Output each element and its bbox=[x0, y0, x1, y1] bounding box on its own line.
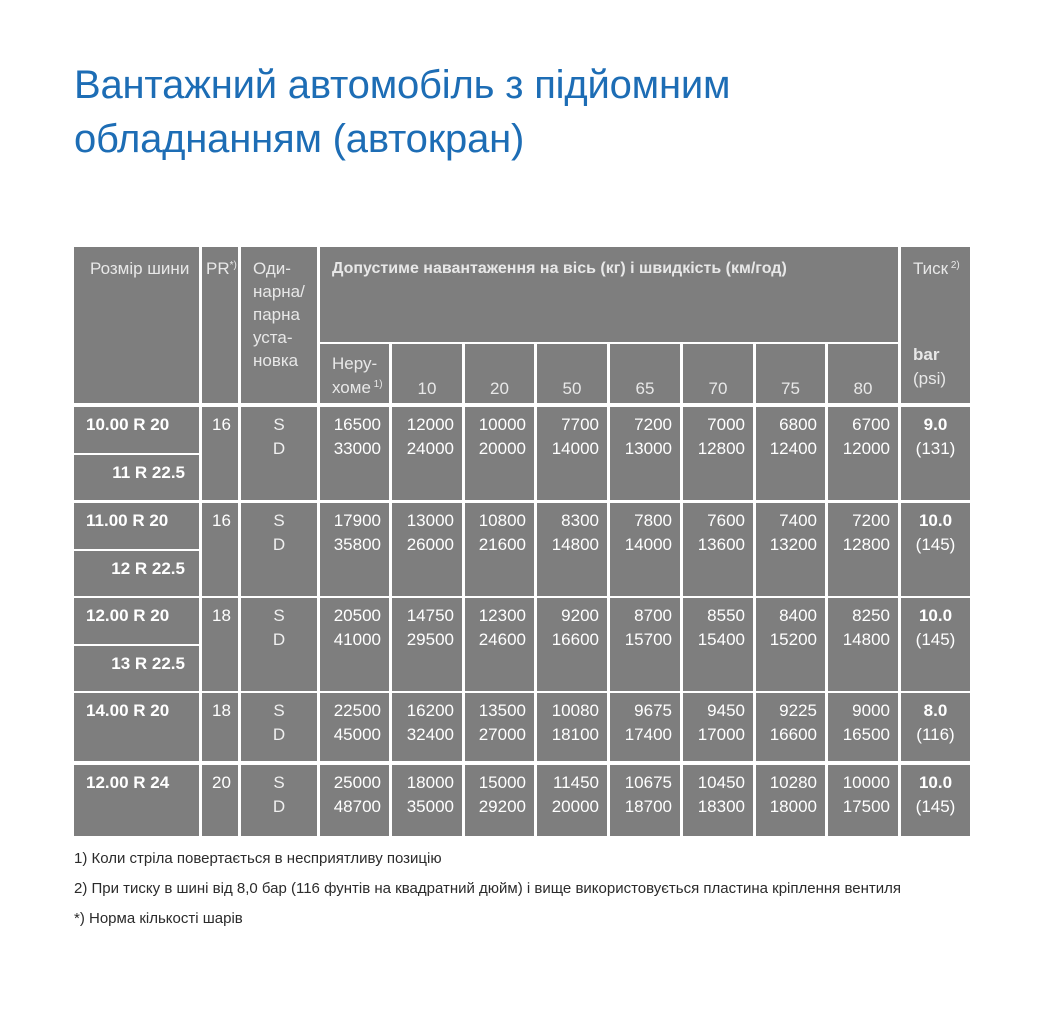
header-pressure bbox=[901, 247, 970, 403]
tire-size-alt-label: 12 R 22.5 bbox=[111, 559, 185, 578]
mount-type-line: D bbox=[272, 439, 286, 458]
row-1-load-1 bbox=[392, 503, 462, 596]
header-tire-size bbox=[74, 247, 199, 403]
load-dual: 16500 bbox=[842, 725, 890, 744]
row-0-load-2 bbox=[465, 407, 534, 500]
load-single: 15000 bbox=[478, 773, 526, 792]
header-stationary bbox=[320, 344, 389, 403]
row-2-load-5 bbox=[683, 598, 753, 691]
footnote-2: 2) При тиску в шині від 8,0 бар (116 фунтів на квадратний дюйм) і вище використовується пластина кріплення вентиля bbox=[74, 880, 902, 897]
load-dual: 15700 bbox=[624, 630, 672, 649]
load-single: 13000 bbox=[406, 511, 454, 530]
row-1-tire-size bbox=[74, 503, 199, 549]
row-0-load-1 bbox=[392, 407, 462, 500]
pressure-bar: 8.0 bbox=[923, 701, 948, 720]
load-single: 9000 bbox=[852, 701, 890, 720]
load-single: 10000 bbox=[478, 415, 526, 434]
load-dual: 29200 bbox=[478, 797, 526, 816]
pressure-psi: (145) bbox=[915, 630, 956, 649]
row-3-mount bbox=[241, 693, 317, 761]
row-1-mount bbox=[241, 503, 317, 596]
load-dual: 14800 bbox=[842, 630, 890, 649]
row-0-tire-size bbox=[74, 407, 199, 453]
header-speed-10 bbox=[392, 344, 462, 403]
row-1-load-4 bbox=[610, 503, 680, 596]
load-dual: 18000 bbox=[769, 797, 817, 816]
load-single: 17900 bbox=[333, 511, 381, 530]
load-dual: 14800 bbox=[551, 535, 599, 554]
tire-size-label: 14.00 R 20 bbox=[86, 701, 170, 720]
load-single: 7600 bbox=[707, 511, 745, 530]
header-stationary-footnote-ref: 1) bbox=[370, 379, 383, 390]
row-4-load-0 bbox=[320, 765, 389, 836]
pressure-psi: (145) bbox=[915, 535, 956, 554]
row-0-load-4 bbox=[610, 407, 680, 500]
header-speed-70 bbox=[683, 344, 753, 403]
row-0-load-3 bbox=[537, 407, 607, 500]
row-1-load-7 bbox=[828, 503, 898, 596]
header-speed-20 bbox=[465, 344, 534, 403]
header-speed-50 bbox=[537, 344, 607, 403]
row-4-load-6 bbox=[756, 765, 825, 836]
row-4-load-2 bbox=[465, 765, 534, 836]
title-line-2: обладнанням (автокран) bbox=[74, 117, 525, 161]
tire-size-alt-label: 13 R 22.5 bbox=[111, 654, 185, 673]
load-single: 10000 bbox=[842, 773, 890, 792]
mount-type-line: D bbox=[272, 535, 286, 554]
load-dual: 16600 bbox=[551, 630, 599, 649]
pressure-psi: (116) bbox=[916, 725, 955, 744]
ply-rating: 16 bbox=[212, 511, 231, 530]
row-4-pr bbox=[202, 765, 238, 836]
load-dual: 45000 bbox=[333, 725, 381, 744]
pressure-psi: (131) bbox=[915, 439, 956, 458]
row-0-load-5 bbox=[683, 407, 753, 500]
tire-size-label: 12.00 R 24 bbox=[86, 773, 170, 792]
row-3-load-7 bbox=[828, 693, 898, 761]
load-dual: 17400 bbox=[624, 725, 672, 744]
load-dual: 13600 bbox=[697, 535, 745, 554]
row-0-mount bbox=[241, 407, 317, 500]
row-1-load-6 bbox=[756, 503, 825, 596]
row-2-load-4 bbox=[610, 598, 680, 691]
row-0-load-7 bbox=[828, 407, 898, 500]
load-dual: 26000 bbox=[406, 535, 454, 554]
load-dual: 24600 bbox=[478, 630, 526, 649]
header-speed-65 bbox=[610, 344, 680, 403]
ply-rating: 18 bbox=[212, 701, 231, 720]
row-2-pr bbox=[202, 598, 238, 691]
mount-type-line: D bbox=[272, 630, 286, 649]
load-single: 20500 bbox=[333, 606, 381, 625]
row-4-mount bbox=[241, 765, 317, 836]
load-single: 10800 bbox=[478, 511, 526, 530]
row-4-load-4 bbox=[610, 765, 680, 836]
load-single: 12300 bbox=[478, 606, 526, 625]
row-0-load-6 bbox=[756, 407, 825, 500]
header-bar-unit: bar bbox=[913, 345, 940, 364]
header-pr-label: PR bbox=[206, 259, 230, 278]
footnotes bbox=[74, 848, 974, 938]
load-dual: 15400 bbox=[697, 630, 745, 649]
load-single: 9450 bbox=[707, 701, 745, 720]
load-single: 13500 bbox=[478, 701, 526, 720]
load-single: 10450 bbox=[697, 773, 745, 792]
row-2-load-7 bbox=[828, 598, 898, 691]
load-dual: 32400 bbox=[406, 725, 454, 744]
tire-size-label: 10.00 R 20 bbox=[86, 415, 170, 434]
mount-type-line: S bbox=[273, 511, 285, 530]
header-stationary-line: хоме $^{1)}$ bbox=[332, 378, 383, 397]
mount-type-line: S bbox=[273, 701, 285, 720]
header-speed-label: 20 bbox=[490, 379, 509, 398]
header-mount-line: нарна/ bbox=[253, 282, 305, 301]
row-3-load-1 bbox=[392, 693, 462, 761]
ply-rating: 16 bbox=[212, 415, 231, 434]
load-single: 25000 bbox=[333, 773, 381, 792]
ply-rating: 18 bbox=[212, 606, 231, 625]
header-pressure-title: Тиск $^{2)}$ bbox=[913, 259, 960, 278]
mount-type-line: D bbox=[272, 797, 286, 816]
footnote-3: *) Норма кількості шарів bbox=[74, 910, 243, 927]
page-title bbox=[74, 58, 974, 166]
load-single: 8400 bbox=[779, 606, 817, 625]
header-pressure-footnote-ref: 2) bbox=[948, 260, 960, 271]
tire-size-alt-label: 11 R 22.5 bbox=[112, 463, 185, 482]
header-speed-label: 80 bbox=[853, 379, 873, 398]
row-0-pr bbox=[202, 407, 238, 500]
load-dual: 20000 bbox=[478, 439, 526, 458]
load-single: 9200 bbox=[561, 606, 599, 625]
header-stationary-line: Неру- bbox=[332, 354, 378, 373]
load-dual: 27000 bbox=[478, 725, 526, 744]
header-psi-unit: (psi) bbox=[913, 369, 947, 388]
row-4-load-3 bbox=[537, 765, 607, 836]
row-3-pr bbox=[202, 693, 238, 761]
load-single: 6700 bbox=[852, 415, 890, 434]
row-1-load-2 bbox=[465, 503, 534, 596]
load-single: 7200 bbox=[634, 415, 672, 434]
load-single: 7200 bbox=[852, 511, 890, 530]
load-dual: 21600 bbox=[478, 535, 526, 554]
header-speed-label: 65 bbox=[635, 379, 655, 398]
load-dual: 12400 bbox=[769, 439, 817, 458]
row-1-load-3 bbox=[537, 503, 607, 596]
tire-size-label: 11.00 R 20 bbox=[86, 511, 169, 530]
row-3-load-2 bbox=[465, 693, 534, 761]
load-dual: 13000 bbox=[624, 439, 672, 458]
ply-rating: 20 bbox=[212, 773, 231, 792]
header-speed-75 bbox=[756, 344, 825, 403]
mount-type-line: S bbox=[273, 606, 285, 625]
header-mount-line: уста- bbox=[253, 328, 293, 347]
row-4-load-7 bbox=[828, 765, 898, 836]
row-3-pressure bbox=[901, 693, 970, 761]
row-2-pressure bbox=[901, 598, 970, 691]
row-1-pressure bbox=[901, 503, 970, 596]
row-2-load-6 bbox=[756, 598, 825, 691]
row-4-tire-size bbox=[74, 765, 199, 836]
load-single: 14750 bbox=[406, 606, 454, 625]
load-dual: 35000 bbox=[406, 797, 454, 816]
header-speed-label: 10 bbox=[417, 379, 437, 398]
pressure-bar: 10.0 bbox=[918, 773, 953, 792]
header-tire-size-label: Розмір шини bbox=[90, 259, 190, 278]
load-single: 9675 bbox=[634, 701, 672, 720]
pressure-bar: 10.0 bbox=[918, 606, 953, 625]
row-1-load-5 bbox=[683, 503, 753, 596]
row-2-load-0 bbox=[320, 598, 389, 691]
pressure-bar: 10.0 bbox=[918, 511, 953, 530]
mount-type-line: S bbox=[273, 415, 285, 434]
row-2-load-2 bbox=[465, 598, 534, 691]
load-dual: 17000 bbox=[697, 725, 745, 744]
header-load-caption-label: Допустиме навантаження на вісь (кг) і швидкість (км/год) bbox=[332, 260, 787, 277]
pressure-bar: 9.0 bbox=[923, 415, 948, 434]
load-single: 6800 bbox=[779, 415, 817, 434]
header-load-caption bbox=[320, 247, 898, 342]
load-single: 16500 bbox=[333, 415, 381, 434]
row-2-tire-size-alt bbox=[74, 646, 199, 691]
mount-type-line: S bbox=[273, 773, 285, 792]
load-single: 11450 bbox=[552, 773, 599, 792]
header-mount-line: новка bbox=[253, 351, 299, 370]
load-dual: 20000 bbox=[551, 797, 599, 816]
row-4-load-5 bbox=[683, 765, 753, 836]
row-2-tire-size bbox=[74, 598, 199, 644]
load-dual: 13200 bbox=[769, 535, 817, 554]
header-pr-footnote-ref: *) bbox=[229, 260, 237, 271]
row-3-load-0 bbox=[320, 693, 389, 761]
load-single: 7700 bbox=[561, 415, 599, 434]
load-dual: 12800 bbox=[842, 535, 890, 554]
load-single: 8550 bbox=[707, 606, 745, 625]
row-1-tire-size-alt bbox=[74, 551, 199, 596]
title-line-1: Вантажний автомобіль з підйомним bbox=[74, 63, 731, 107]
header-speed-80 bbox=[828, 344, 898, 403]
load-dual: 12800 bbox=[697, 439, 745, 458]
load-dual: 33000 bbox=[333, 439, 381, 458]
row-4-load-1 bbox=[392, 765, 462, 836]
load-dual: 14000 bbox=[624, 535, 672, 554]
load-single: 22500 bbox=[333, 701, 381, 720]
load-dual: 18300 bbox=[697, 797, 745, 816]
load-dual: 18700 bbox=[624, 797, 672, 816]
row-1-pr bbox=[202, 503, 238, 596]
load-dual: 16600 bbox=[769, 725, 817, 744]
pressure-psi: (145) bbox=[915, 797, 956, 816]
row-2-load-1 bbox=[392, 598, 462, 691]
load-single: 12000 bbox=[406, 415, 454, 434]
header-mount-line: парна bbox=[253, 305, 300, 324]
load-dual: 15200 bbox=[769, 630, 817, 649]
load-dual: 48700 bbox=[333, 797, 381, 816]
load-single: 8250 bbox=[852, 606, 890, 625]
load-single: 7400 bbox=[779, 511, 817, 530]
tire-size-label: 12.00 R 20 bbox=[86, 606, 170, 625]
load-single: 7000 bbox=[707, 415, 745, 434]
load-dual: 29500 bbox=[406, 630, 454, 649]
load-dual: 17500 bbox=[842, 797, 890, 816]
load-dual: 35800 bbox=[333, 535, 381, 554]
row-3-load-4 bbox=[610, 693, 680, 761]
row-3-load-5 bbox=[683, 693, 753, 761]
header-pr bbox=[202, 247, 238, 403]
mount-type-line: D bbox=[272, 725, 286, 744]
row-0-pressure bbox=[901, 407, 970, 500]
load-single: 9225 bbox=[779, 701, 817, 720]
row-0-tire-size-alt bbox=[74, 455, 199, 500]
header-mount-line: Оди- bbox=[253, 259, 291, 278]
row-2-load-3 bbox=[537, 598, 607, 691]
load-single: 18000 bbox=[406, 773, 454, 792]
header-speed-label: 70 bbox=[708, 379, 728, 398]
row-0-load-0 bbox=[320, 407, 389, 500]
header-speed-label: 50 bbox=[562, 379, 582, 398]
load-single: 10080 bbox=[551, 701, 599, 720]
load-single: 7800 bbox=[634, 511, 672, 530]
load-dual: 24000 bbox=[406, 439, 454, 458]
load-dual: 18100 bbox=[551, 725, 599, 744]
load-single: 8300 bbox=[561, 511, 599, 530]
header-mount bbox=[241, 247, 317, 403]
row-3-tire-size bbox=[74, 693, 199, 761]
header-speed-label: 75 bbox=[781, 379, 800, 398]
load-dual: 41000 bbox=[333, 630, 381, 649]
load-dual: 14000 bbox=[551, 439, 599, 458]
load-single: 10675 bbox=[624, 773, 672, 792]
load-single: 10280 bbox=[769, 773, 817, 792]
row-3-load-3 bbox=[537, 693, 607, 761]
row-3-load-6 bbox=[756, 693, 825, 761]
load-single: 8700 bbox=[634, 606, 672, 625]
row-1-load-0 bbox=[320, 503, 389, 596]
load-dual: 12000 bbox=[842, 439, 890, 458]
row-2-mount bbox=[241, 598, 317, 691]
row-4-pressure bbox=[901, 765, 970, 836]
load-single: 16200 bbox=[406, 701, 454, 720]
footnote-1: 1) Коли стріла повертається в несприятливу позицію bbox=[74, 850, 442, 867]
